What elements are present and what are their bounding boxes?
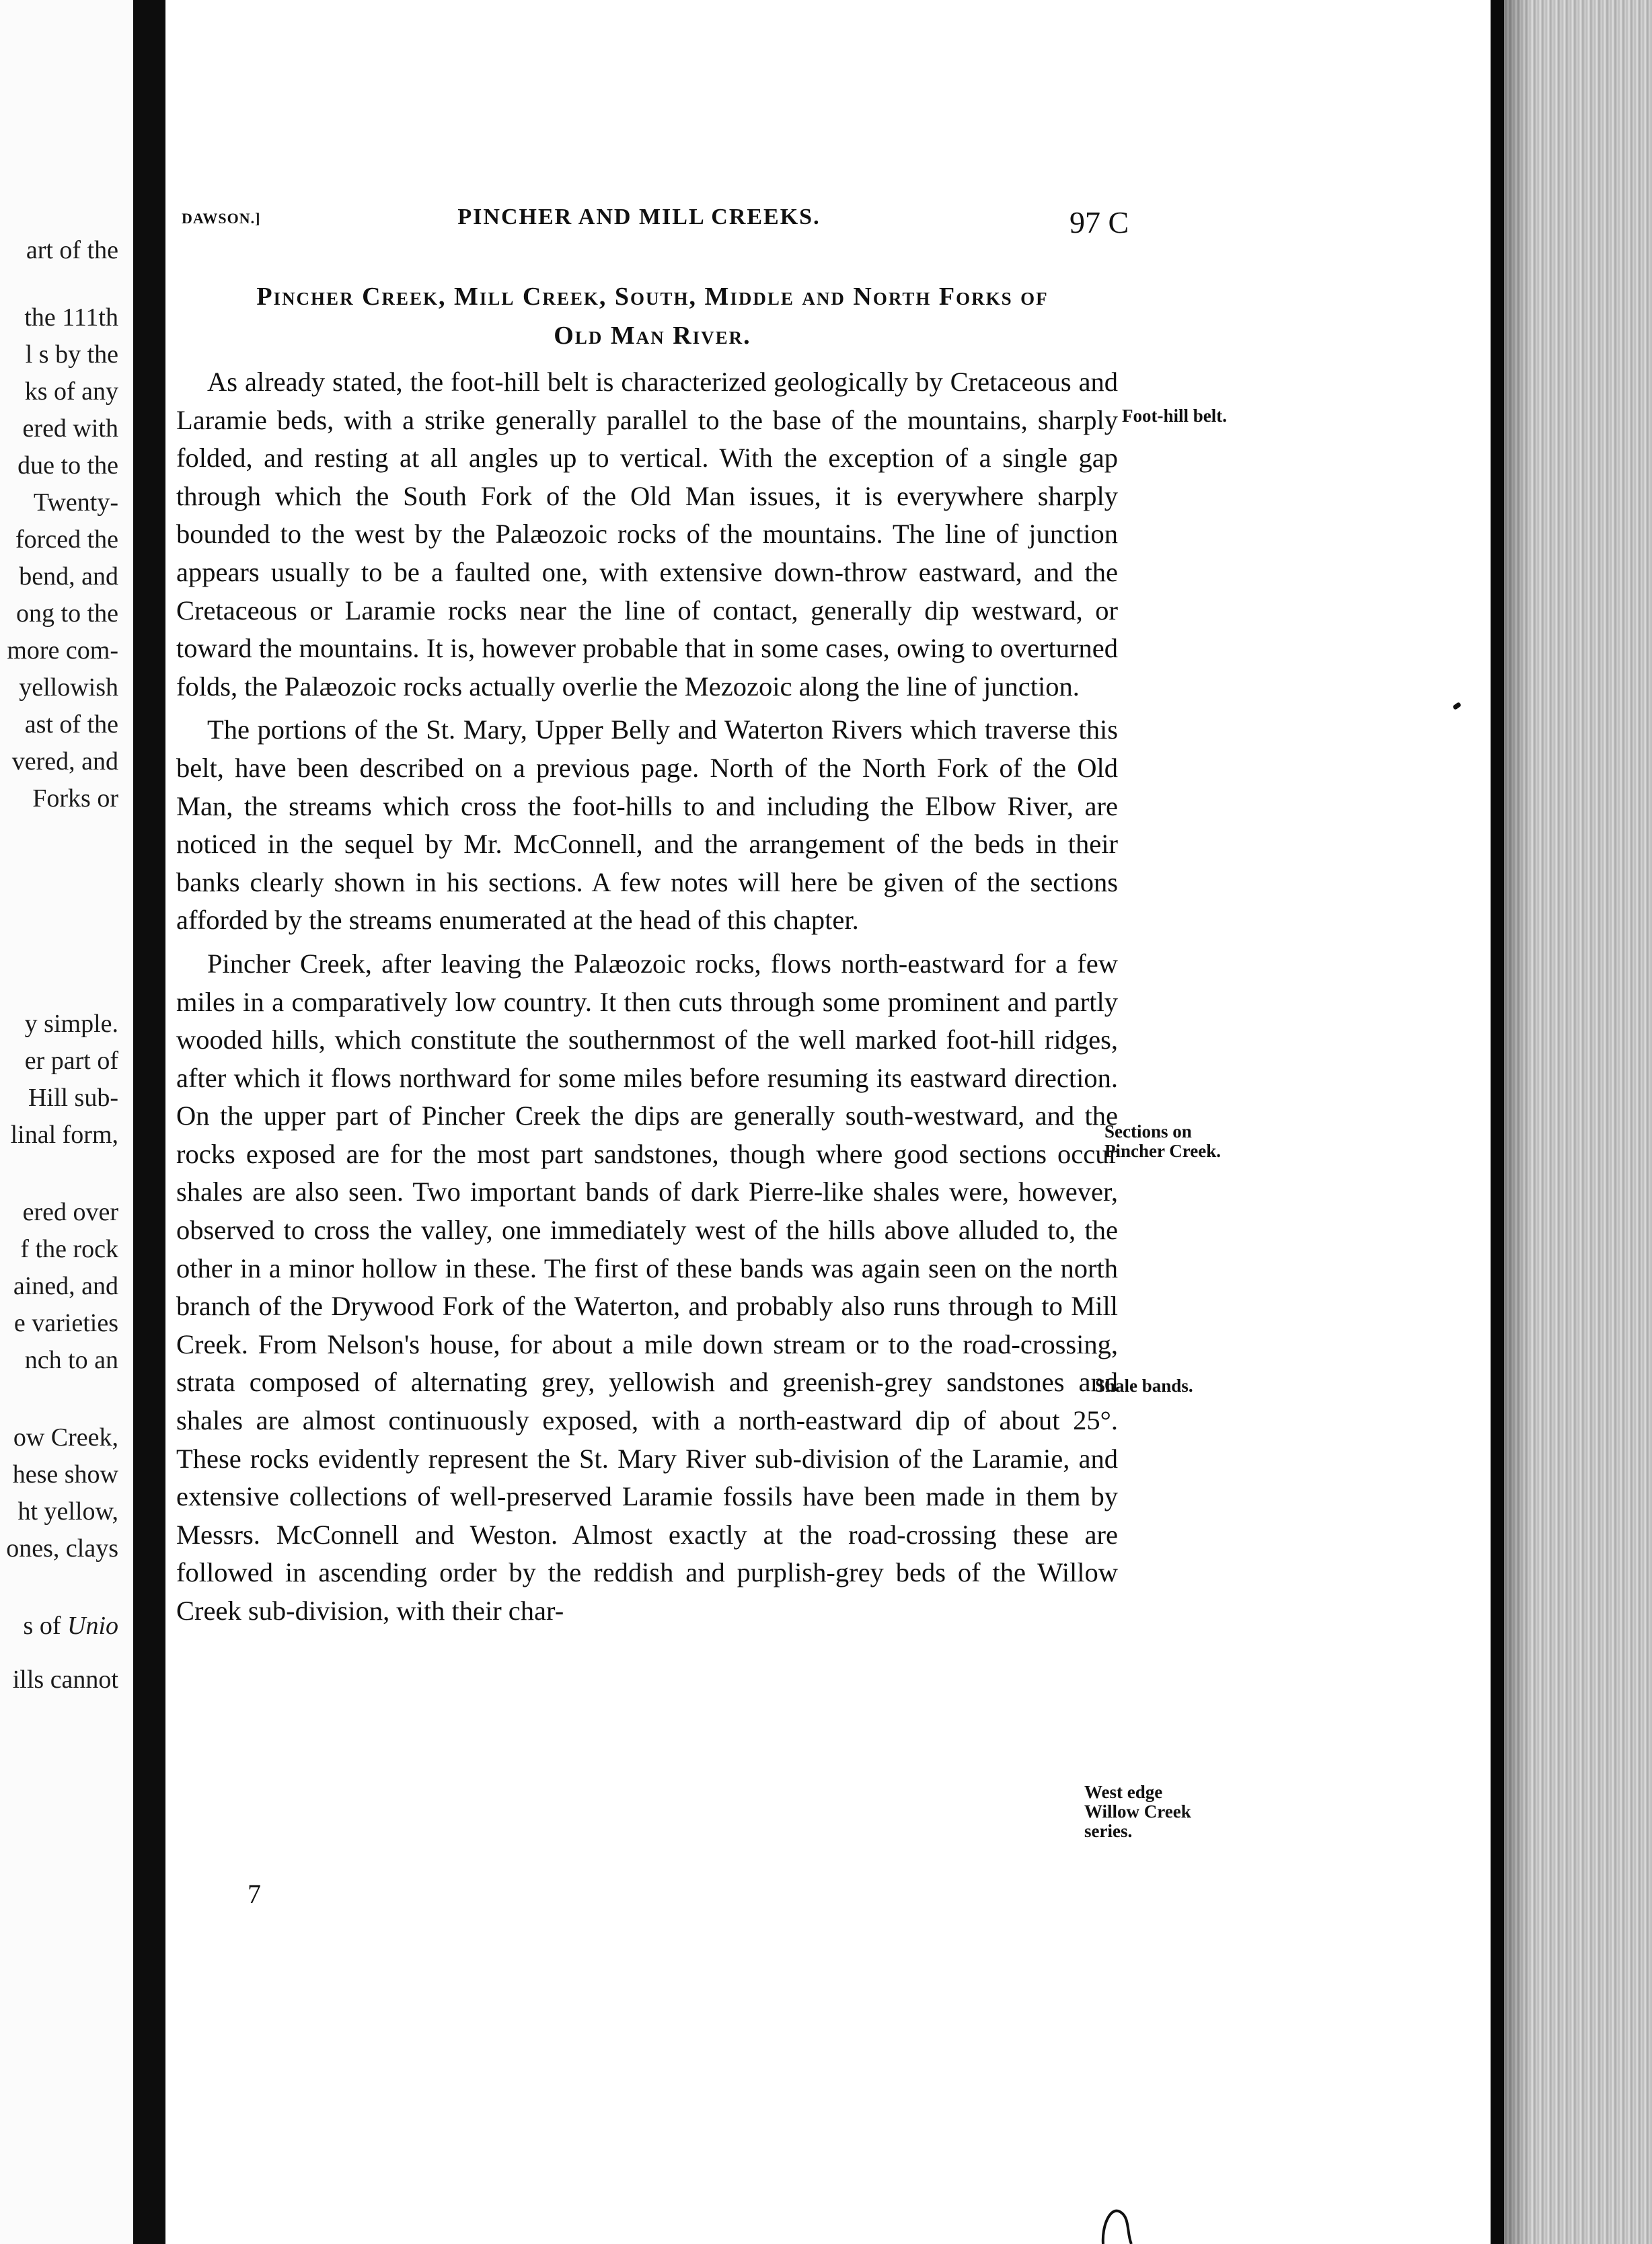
facing-page-line: Twenty-	[33, 488, 118, 517]
sidenote-shale-bands: Shale bands.	[1095, 1376, 1193, 1396]
running-title: PINCHER AND MILL CREEKS.	[457, 204, 821, 229]
facing-page-line: ong to the	[16, 599, 118, 628]
facing-page-line: ered over	[22, 1198, 118, 1226]
section-title	[182, 277, 1123, 355]
sidenote-foot-hill-belt: Foot-hill belt.	[1122, 406, 1227, 426]
facing-page-line: y simple.	[24, 1010, 118, 1038]
facing-page-line: Forks or	[32, 784, 118, 813]
facing-page-line: the 111th	[24, 303, 118, 332]
page-edge-shadow	[1491, 0, 1504, 2244]
sidenote-willow-creek: West edge Willow Creek series.	[1084, 1782, 1191, 1841]
facing-page-line: ht yellow,	[17, 1497, 118, 1526]
facing-page-edge	[0, 0, 133, 2244]
sidenote-sections-pincher: Sections on Pincher Creek.	[1104, 1121, 1221, 1161]
facing-page-line: due to the	[17, 451, 118, 480]
facing-page-line: ained, and	[13, 1272, 118, 1300]
facing-page-line: ills cannot	[12, 1666, 118, 1694]
paragraph-2: The portions of the St. Mary, Upper Belly and Waterton Rivers which traverse this belt, have been described on a previous page. North of the North Fork of the Old Man, the streams which cross the foot-hills to and including the Elbow River, are noticed in the sequel by Mr. McConnell, and the arrangement of the beds in their banks clearly shown in his sections. A few notes will here be given of the sections afforded by the streams enumerated at the head of this chapter.	[176, 714, 1118, 936]
page-number: 97 C	[1069, 205, 1129, 239]
facing-page-line: er part of	[24, 1047, 118, 1075]
signature-mark: 7	[248, 1879, 261, 1909]
author-tag: DAWSON.]	[182, 210, 261, 227]
section-title-line-2: Old Man River.	[554, 322, 751, 350]
facing-page-line: forced the	[15, 525, 118, 554]
facing-page-line: yellowish	[19, 673, 118, 702]
pencil-mark-icon	[1090, 2193, 1143, 2244]
facing-page-line: Hill sub-	[28, 1084, 118, 1112]
facing-page-line: ones, clays	[6, 1534, 118, 1563]
facing-page-line: f the rock	[20, 1235, 118, 1263]
facing-page-line: l s by the	[25, 340, 118, 369]
running-header	[182, 202, 1137, 249]
paragraph-1: As already stated, the foot-hill belt is characterized geologically by Cretaceous and Laramie beds, with a strike generally parallel to the base of the mountains, sharply folded, and resting at all angles up to vertical. With the exception of a single gap through which the South Fork of the Old Man issues, it is everywhere sharply bounded to the west by the Palæozoic rocks of the mountains. The line of junction appears usually to be a faulted one, with extensive down-throw eastward, and the Cretaceous or Laramie rocks near the line of contact, generally dip westward, or toward the mountains. It is, however probable that in some cases, owing to overturned folds, the Palæozoic rocks actually overlie the Mezozoic along the line of junction.	[176, 367, 1118, 702]
facing-page-line: hese show	[12, 1460, 118, 1489]
facing-page-line: linal form,	[10, 1121, 118, 1149]
facing-page-line: vered, and	[11, 747, 118, 776]
facing-page-line: s of Unio	[23, 1612, 118, 1640]
facing-page-line: more com-	[7, 636, 118, 665]
facing-page-line: ks of any	[24, 377, 118, 406]
page-stack-shadow	[1504, 0, 1531, 2244]
book-gutter	[133, 0, 165, 2244]
facing-page-line: bend, and	[19, 562, 118, 591]
facing-page-line: ered with	[22, 414, 118, 443]
paragraph-3: Pincher Creek, after leaving the Palæozoic rocks, flows north-eastward for a few miles in a comparatively low country. It then cuts through some prominent and partly wooded hills, which constitute the southernmost of the well marked foot-hill ridges, after which it flows northward for some miles before resuming its eastward direction. On the upper part of Pincher Creek the dips are generally south-westward, and the rocks exposed are for the most part sandstones, though where good sections occur shales are also seen. Two important bands of dark Pierre-like shales were, however, observed to cross the valley, one immediately west of the hills above alluded to, the other in a minor hollow in these. The first of these bands was again seen on the north branch of the Drywood Fork of the Waterton, and probably also runs through to Mill Creek. From Nelson's house, for about a mile down stream or to the road-crossing, strata composed of alternating grey, yellowish and greenish-grey sandstones and shales are almost continuously exposed, with a north-eastward dip of about 25°. These rocks evidently represent the St. Mary River sub-division of the Laramie, and extensive collections of well-preserved Laramie fossils have been made in them by Messrs. McConnell and Weston. Almost exactly at the road-crossing these are followed in ascending order by the reddish and purplish-grey beds of the Willow Creek sub-division, with their char-	[176, 948, 1118, 1626]
body-text	[176, 363, 1118, 1636]
facing-page-line: ow Creek,	[13, 1423, 118, 1452]
facing-page-line: e varieties	[13, 1309, 118, 1337]
section-title-line-1: Pincher Creek, Mill Creek, South, Middle and North Forks of	[256, 283, 1049, 311]
facing-page-line: nch to an	[24, 1346, 118, 1374]
facing-page-line: ast of the	[24, 710, 118, 739]
facing-page-line: art of the	[26, 236, 118, 264]
